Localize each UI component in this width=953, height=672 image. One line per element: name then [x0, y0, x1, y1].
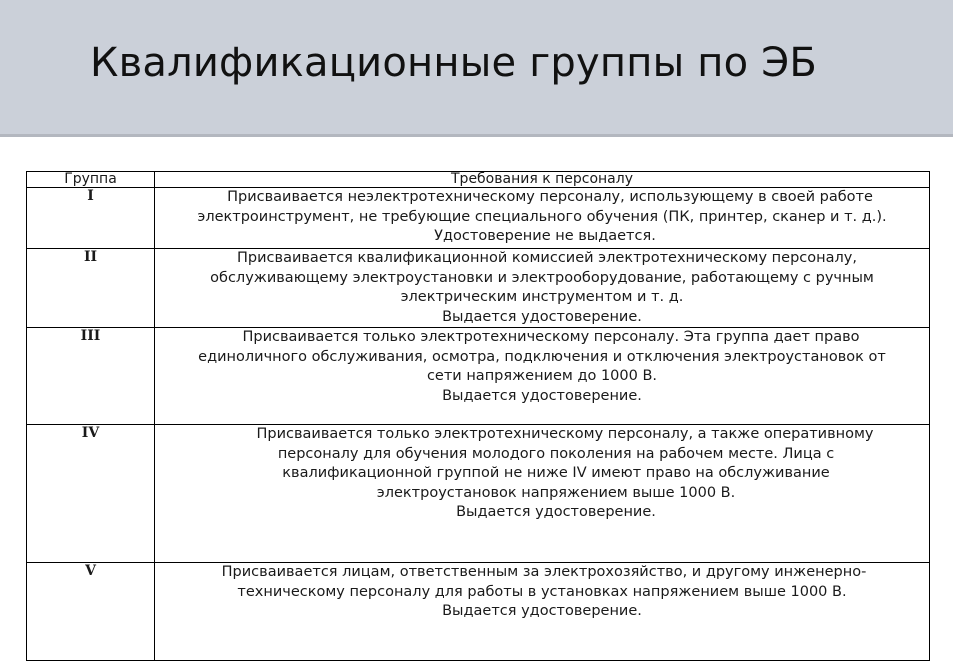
- requirements-cell: [155, 188, 930, 249]
- column-header-group: Группа: [27, 172, 155, 188]
- requirements-cell: [155, 328, 930, 425]
- requirement-line: Присваивается только электротехническому персоналу. Эта группа дает право: [242, 329, 860, 345]
- qualification-groups-table: [26, 171, 930, 661]
- requirement-line: Присваивается неэлектротехническому персоналу, использующему в своей работе: [227, 189, 873, 205]
- table-header-row: [27, 172, 930, 188]
- group-cell: IV: [27, 425, 155, 563]
- title-banner: [0, 0, 953, 137]
- table-row: [27, 328, 930, 425]
- requirement-line: Выдается удостоверение.: [456, 504, 656, 520]
- group-cell: V: [27, 563, 155, 661]
- requirement-line: Выдается удостоверение.: [442, 387, 642, 404]
- requirement-line: сети напряжением до 1000 В.: [426, 368, 658, 384]
- table-row: [27, 249, 930, 328]
- requirement-line: Выдается удостоверение.: [442, 308, 642, 325]
- group-cell: I: [27, 188, 155, 249]
- requirement-line: обслуживающему электроустановки и электрооборудование, работающему с ручным: [210, 269, 874, 286]
- table-row: [27, 188, 930, 249]
- requirement-line: техническому персоналу для работы в установках напряжением выше 1000 В.: [237, 583, 847, 600]
- requirement-line: квалификационной группой не ниже IV имеют право на обслуживание: [282, 465, 830, 481]
- requirement-line: электрическим инструментом и т. д.: [400, 289, 684, 305]
- requirements-cell: [155, 425, 930, 563]
- table-row: [27, 563, 930, 661]
- requirements-cell: [155, 249, 930, 328]
- requirement-line: Удостоверение не выдается.: [434, 228, 656, 244]
- table-row: [27, 425, 930, 563]
- requirement-line: электроинструмент, не требующие специального обучения (ПК, принтер, сканер и т. д.).: [197, 208, 887, 225]
- requirements-cell: [155, 563, 930, 661]
- requirement-line: Присваивается квалификационной комиссией электротехническому персоналу,: [237, 250, 857, 266]
- requirement-line: Выдается удостоверение.: [442, 603, 642, 619]
- group-cell: II: [27, 249, 155, 328]
- requirement-line: Присваивается только электротехническому персоналу, а также оперативному: [256, 426, 874, 442]
- requirement-line: единоличного обслуживания, осмотра, подключения и отключения электроустановок от: [198, 348, 886, 365]
- requirement-line: электроустановок напряжением выше 1000 В.: [376, 484, 736, 501]
- group-cell: III: [27, 328, 155, 425]
- requirement-line: Присваивается лицам, ответственным за электрохозяйство, и другому инженерно-: [221, 564, 867, 580]
- column-header-requirements: Требования к персоналу: [155, 172, 930, 188]
- page-title: Квалификационные группы по ЭБ: [90, 40, 818, 86]
- requirement-line: персоналу для обучения молодого поколения на рабочем месте. Лица с: [277, 445, 835, 462]
